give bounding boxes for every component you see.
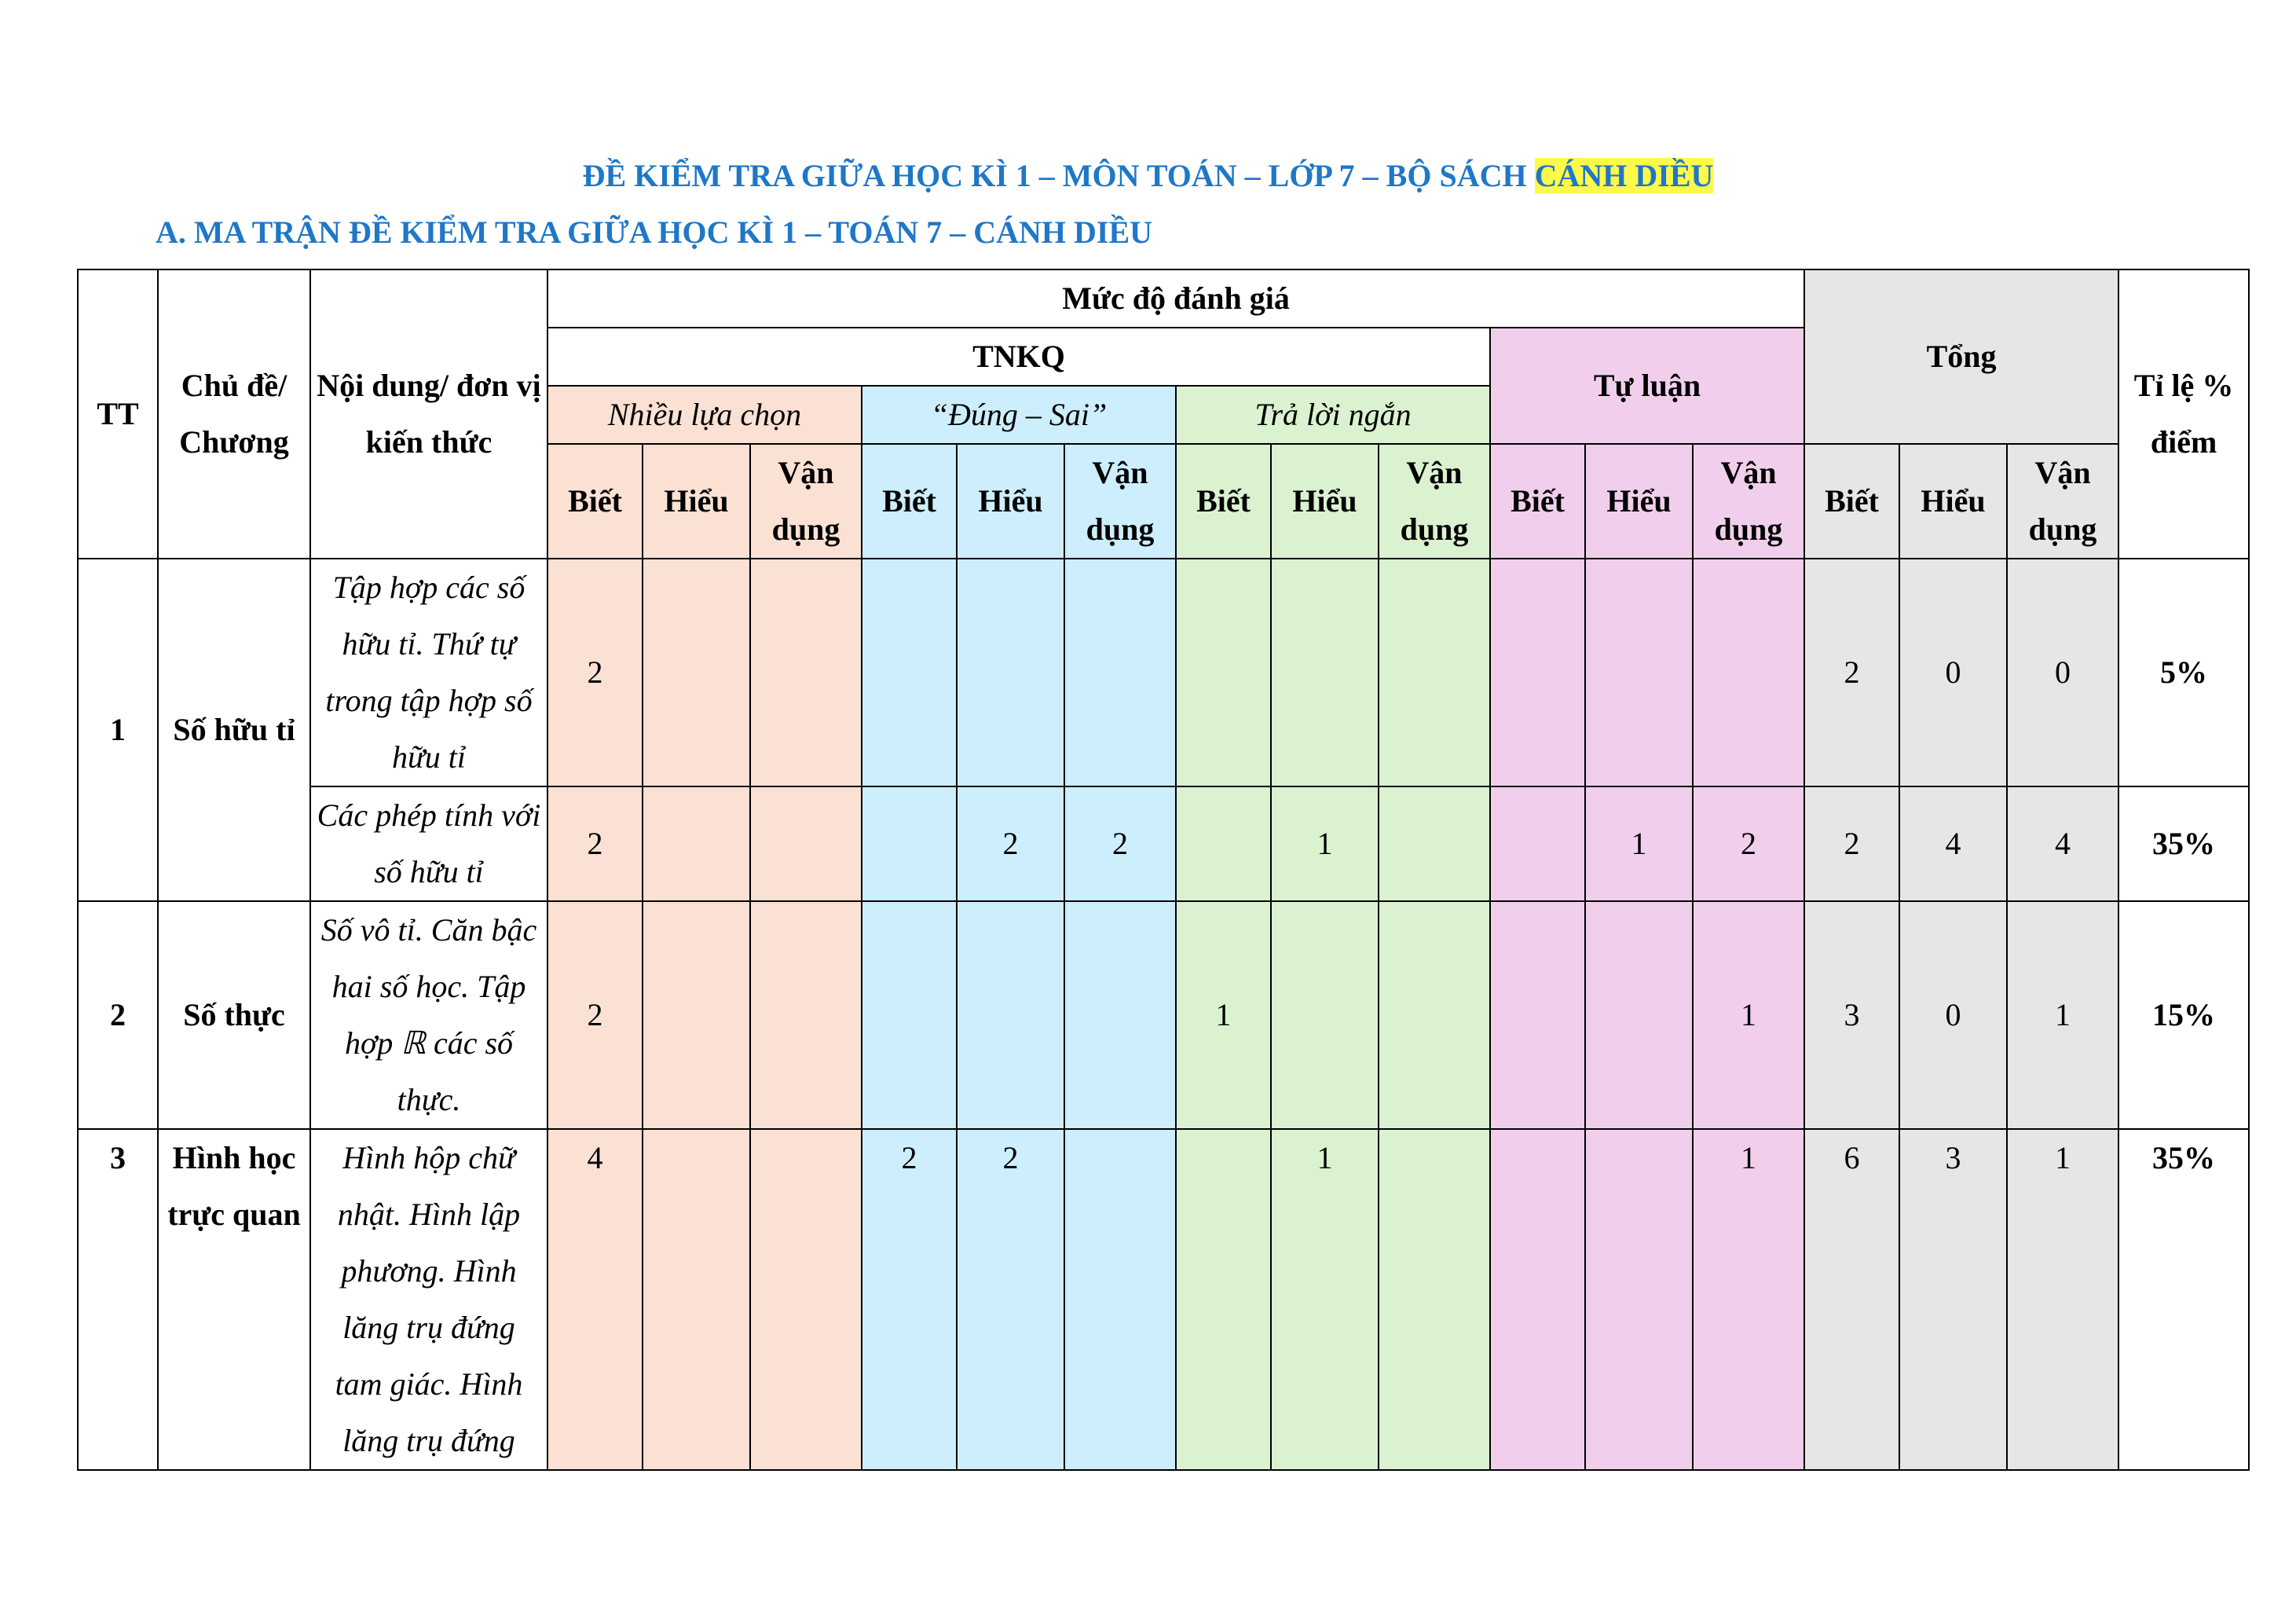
- count-cell: [1490, 1129, 1585, 1470]
- count-cell: [1379, 786, 1490, 901]
- header-tnkq: TNKQ: [547, 328, 1490, 386]
- topic-cell: Số thực: [158, 901, 310, 1129]
- count-cell: [1064, 559, 1176, 786]
- header-total: Tổng: [1804, 269, 2118, 444]
- content-unit-cell: Tập hợp các số hữu tỉ. Thứ tự trong tập hợp số hữu tỉ: [310, 559, 547, 786]
- header-level-tl-applied: Vận dụng: [1379, 444, 1490, 559]
- section-heading: A. MA TRẬN ĐỀ KIỂM TRA GIỮA HỌC KÌ 1 – TOÁN 7 – CÁNH DIỀU: [156, 214, 1153, 250]
- header-level-to-known: Biết: [1804, 444, 1899, 559]
- count-cell: [1271, 901, 1379, 1129]
- table-row: [78, 901, 2249, 1129]
- count-cell: [1176, 786, 1271, 901]
- count-cell: 3: [1804, 901, 1899, 1129]
- count-cell: 2: [1804, 559, 1899, 786]
- count-cell: [643, 786, 750, 901]
- count-cell: 1: [1693, 901, 1804, 1129]
- count-cell: [1585, 901, 1693, 1129]
- header-assessment-level: Mức độ đánh giá: [547, 269, 1804, 328]
- count-cell: [750, 1129, 862, 1470]
- count-cell: 1: [1176, 901, 1271, 1129]
- row-number: 3: [78, 1129, 158, 1470]
- count-cell: 4: [547, 1129, 643, 1470]
- count-cell: [1064, 1129, 1176, 1470]
- count-cell: 2: [862, 1129, 957, 1470]
- score-ratio-cell: 35%: [2118, 786, 2249, 901]
- header-topic: Chủ đề/ Chương: [158, 269, 310, 559]
- count-cell: [643, 559, 750, 786]
- header-level-to-applied: Vận dụng: [2007, 444, 2118, 559]
- count-cell: [862, 901, 957, 1129]
- count-cell: 2: [547, 786, 643, 901]
- content-unit-cell: Hình hộp chữ nhật. Hình lập phương. Hình lăng trụ đứng tam giác. Hình lăng trụ đứng: [310, 1129, 547, 1470]
- count-cell: 2: [957, 786, 1064, 901]
- count-cell: 2: [1693, 786, 1804, 901]
- header-level-ds-applied: Vận dụng: [1064, 444, 1176, 559]
- count-cell: 3: [1899, 1129, 2007, 1470]
- count-cell: 4: [1899, 786, 2007, 901]
- count-cell: [1585, 1129, 1693, 1470]
- count-cell: [1379, 559, 1490, 786]
- header-short-answer: Trả lời ngắn: [1176, 386, 1490, 444]
- count-cell: 0: [1899, 901, 2007, 1129]
- header-level-mc-known: Biết: [547, 444, 643, 559]
- row-number: 2: [78, 901, 158, 1129]
- count-cell: [643, 1129, 750, 1470]
- count-cell: 2: [1064, 786, 1176, 901]
- assessment-matrix-table: [77, 269, 2250, 1471]
- count-cell: 2: [547, 901, 643, 1129]
- count-cell: [1176, 559, 1271, 786]
- count-cell: [1271, 559, 1379, 786]
- header-level-mc-applied: Vận dụng: [750, 444, 862, 559]
- header-essay: Tự luận: [1490, 328, 1804, 444]
- header-level-tl-understood: Hiểu: [1271, 444, 1379, 559]
- table-row: [78, 786, 2249, 901]
- content-unit-cell: Các phép tính với số hữu tỉ: [310, 786, 547, 901]
- count-cell: 2: [1804, 786, 1899, 901]
- header-level-tl-known: Biết: [1176, 444, 1271, 559]
- count-cell: [1693, 559, 1804, 786]
- header-level-to-understood: Hiểu: [1899, 444, 2007, 559]
- count-cell: [862, 786, 957, 901]
- document-title: [0, 154, 2296, 198]
- header-level-mc-understood: Hiểu: [643, 444, 750, 559]
- header-level-tu-known: Biết: [1490, 444, 1585, 559]
- count-cell: [1176, 1129, 1271, 1470]
- header-level-tu-understood: Hiểu: [1585, 444, 1693, 559]
- header-tt: TT: [78, 269, 158, 559]
- count-cell: 4: [2007, 786, 2118, 901]
- header-level-ds-known: Biết: [862, 444, 957, 559]
- header-content-unit: Nội dung/ đơn vị kiến thức: [310, 269, 547, 559]
- row-number: 1: [78, 559, 158, 901]
- header-multiple-choice: Nhiều lựa chọn: [547, 386, 862, 444]
- header-true-false: “Đúng – Sai”: [862, 386, 1176, 444]
- count-cell: 1: [1271, 1129, 1379, 1470]
- count-cell: 6: [1804, 1129, 1899, 1470]
- header-level-tu-applied: Vận dụng: [1693, 444, 1804, 559]
- count-cell: [1379, 1129, 1490, 1470]
- score-ratio-cell: 5%: [2118, 559, 2249, 786]
- count-cell: [957, 559, 1064, 786]
- document-title-highlight: CÁNH DIỀU: [1534, 158, 1714, 193]
- header-row-1: [78, 269, 2249, 328]
- count-cell: [957, 901, 1064, 1129]
- count-cell: 1: [2007, 901, 2118, 1129]
- content-unit-cell: Số vô tỉ. Căn bậc hai số học. Tập hợp ℝ các số thực.: [310, 901, 547, 1129]
- count-cell: [1490, 901, 1585, 1129]
- count-cell: [1585, 559, 1693, 786]
- count-cell: 0: [1899, 559, 2007, 786]
- score-ratio-cell: 35%: [2118, 1129, 2249, 1470]
- count-cell: 2: [547, 559, 643, 786]
- header-level-ds-understood: Hiểu: [957, 444, 1064, 559]
- count-cell: [1490, 559, 1585, 786]
- topic-cell: Số hữu tỉ: [158, 559, 310, 901]
- header-score-ratio: Tỉ lệ % điểm: [2118, 269, 2249, 559]
- topic-cell: Hình học trực quan: [158, 1129, 310, 1470]
- count-cell: 2: [957, 1129, 1064, 1470]
- count-cell: 1: [2007, 1129, 2118, 1470]
- count-cell: [750, 901, 862, 1129]
- count-cell: 1: [1693, 1129, 1804, 1470]
- count-cell: [750, 559, 862, 786]
- score-ratio-cell: 15%: [2118, 901, 2249, 1129]
- count-cell: [862, 559, 957, 786]
- count-cell: [643, 901, 750, 1129]
- count-cell: [1490, 786, 1585, 901]
- count-cell: [750, 786, 862, 901]
- count-cell: 1: [1585, 786, 1693, 901]
- count-cell: [1379, 901, 1490, 1129]
- table-row: [78, 1129, 2249, 1470]
- count-cell: 0: [2007, 559, 2118, 786]
- table-row: [78, 559, 2249, 786]
- count-cell: 1: [1271, 786, 1379, 901]
- count-cell: [1064, 901, 1176, 1129]
- document-title-main: ĐỀ KIỂM TRA GIỮA HỌC KÌ 1 – MÔN TOÁN – LỚP 7 – BỘ SÁCH: [582, 158, 1535, 193]
